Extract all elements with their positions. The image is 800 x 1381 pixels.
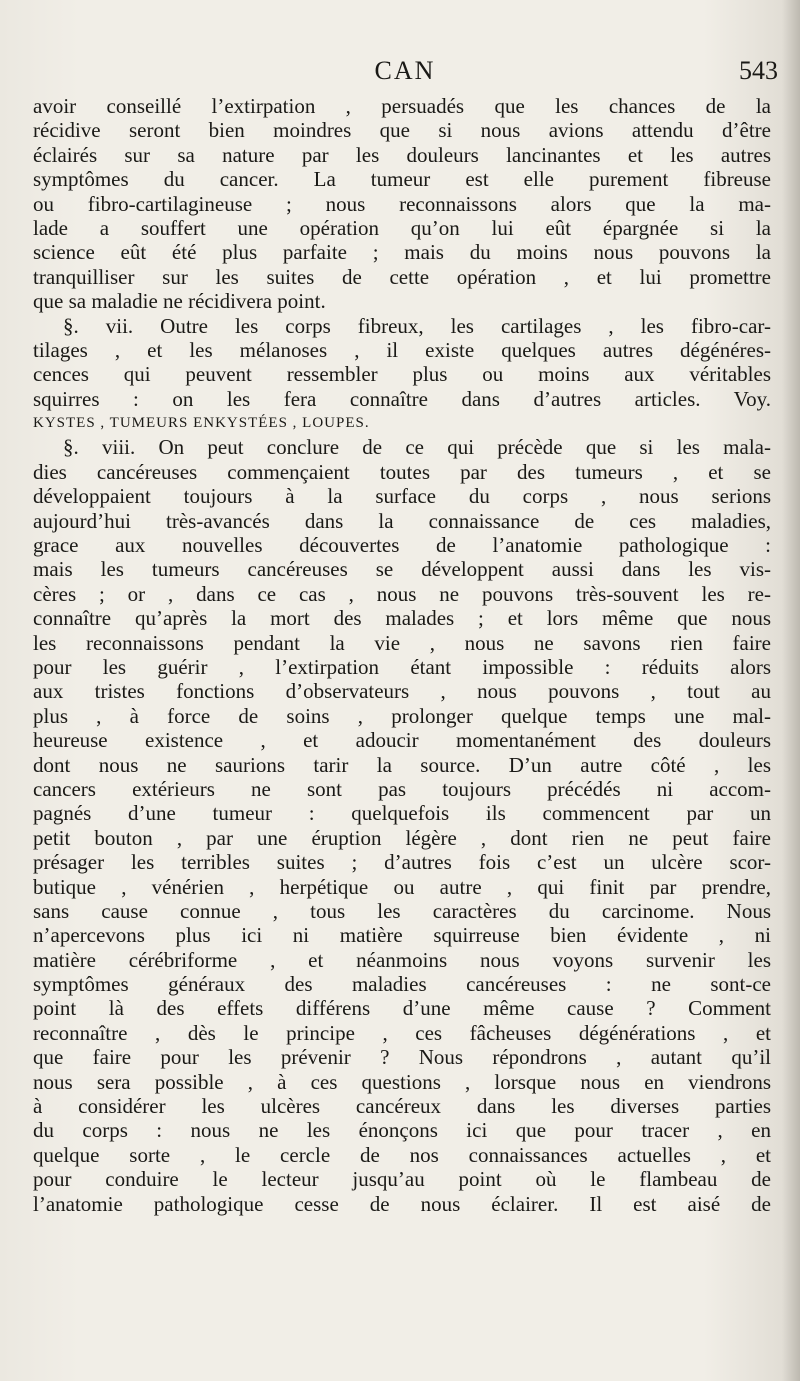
text-line: que faire pour les prévenir ? Nous répondrons , autant qu’il — [33, 1045, 771, 1070]
text-line: l’anatomie pathologique cesse de nous éclairer. Il est aisé de — [33, 1191, 771, 1216]
text-line: reconnaître , dès le principe , ces fâcheuses dégénérations , et — [33, 1020, 771, 1045]
text-line: pour les guérir , l’extirpation étant impossible : réduits alors — [33, 654, 771, 679]
text-line: récidive seront bien moindres que si nous avions attendu d’être — [33, 118, 771, 143]
text-line: cences qui peuvent ressembler plus ou moins aux véritables — [33, 362, 771, 387]
text-line: dont nous ne saurions tarir la source. D’un autre côté , les — [33, 752, 771, 777]
text-line: tilages , et les mélanoses , il existe quelques autres dégénéres- — [33, 337, 771, 362]
section-viii-start-line: §. viii. On peut conclure de ce qui précède que si les mala- — [63, 435, 771, 460]
text-line: squirres : on les fera connaître dans d’autres articles. Voy. — [33, 386, 771, 411]
text-line: éclairés sur sa nature par les douleurs lancinantes et les autres — [33, 142, 771, 167]
text-line: du corps : nous ne les énonçons ici que pour tracer , en — [33, 1118, 771, 1143]
text-line: cancers extérieurs ne sont pas toujours précédés ni accom- — [33, 776, 771, 801]
text-line: nous sera possible , à ces questions , lorsque nous en viendrons — [33, 1069, 771, 1094]
section-vii-start-line: §. vii. Outre les corps fibreux, les cartilages , les fibro-car- — [63, 313, 771, 338]
text-line: symptômes du cancer. La tumeur est elle purement fibreuse — [33, 167, 771, 192]
text-line: dies cancéreuses commençaient toutes par des tumeurs , et se — [33, 459, 771, 484]
text-line: cères ; or , dans ce cas , nous ne pouvons très-souvent les re- — [33, 581, 771, 606]
text-line: symptômes généraux des maladies cancéreuses : ne sont-ce — [33, 972, 771, 997]
text-line: présager les terribles suites ; d’autres fois c’est un ulcère scor- — [33, 850, 771, 875]
text-line: aujourd’hui très-avancés dans la connaissance de ces maladies, — [33, 508, 771, 533]
text-line: point là des effets différens d’une même cause ? Comment — [33, 996, 771, 1021]
text-line: n’apercevons plus ici ni matière squirreuse bien évidente , ni — [33, 923, 771, 948]
text-line: avoir conseillé l’extirpation , persuadés que les chances de la — [33, 94, 771, 118]
text-line: aux tristes fonctions d’observateurs , nous pouvons , tout au — [33, 679, 771, 704]
text-line: science eût été plus parfaite ; mais du moins nous pouvons la — [33, 240, 771, 265]
text-line: heureuse existence , et adoucir momentanément des douleurs — [33, 728, 771, 753]
text-line: pour conduire le lecteur jusqu’au point où le flambeau de — [33, 1167, 771, 1192]
text-line: petit bouton , par une éruption légère , dont rien ne peut faire — [33, 825, 771, 850]
text-line: plus , à force de soins , prolonger quelque temps une mal- — [33, 703, 771, 728]
text-line: les reconnaissons pendant la vie , nous ne savons rien faire — [33, 630, 771, 655]
body-text — [33, 94, 771, 1216]
text-line: grace aux nouvelles découvertes de l’anatomie pathologique : — [33, 533, 771, 558]
text-line: pagnés d’une tumeur : quelquefois ils commencent par un — [33, 801, 771, 826]
text-line: lade a souffert une opération qu’on lui eût épargnée si la — [33, 215, 771, 240]
text-line: à considérer les ulcères cancéreux dans les diverses parties — [33, 1094, 771, 1119]
page-number: 543 — [739, 56, 778, 85]
text-line: tranquilliser sur les suites de cette opération , et lui promettre — [33, 264, 771, 289]
text-line: butique , vénérien , herpétique ou autre , qui finit par prendre, — [33, 874, 771, 899]
text-line: ou fibro-cartilagineuse ; nous reconnaissons alors que la ma- — [33, 191, 771, 216]
cross-reference-line: KYSTES , TUMEURS ENKYSTÉES , LOUPES. — [33, 415, 370, 432]
paragraph-end-line: que sa maladie ne récidivera point. — [33, 289, 326, 314]
text-line: développaient toujours à la surface du corps , nous serions — [33, 484, 771, 509]
text-line: sans cause connue , tous les caractères du carcinome. Nous — [33, 898, 771, 923]
page-gutter-shadow — [782, 0, 800, 1381]
text-line: quelque sorte , le cercle de nos connaissances actuelles , et — [33, 1142, 771, 1167]
page-header — [32, 56, 778, 92]
text-line: matière cérébriforme , et néanmoins nous voyons survenir les — [33, 947, 771, 972]
text-line: connaître qu’après la mort des malades ; et lors même que nous — [33, 606, 771, 631]
running-title: CAN — [374, 56, 436, 85]
text-line: mais les tumeurs cancéreuses se développent aussi dans les vis- — [33, 557, 771, 582]
